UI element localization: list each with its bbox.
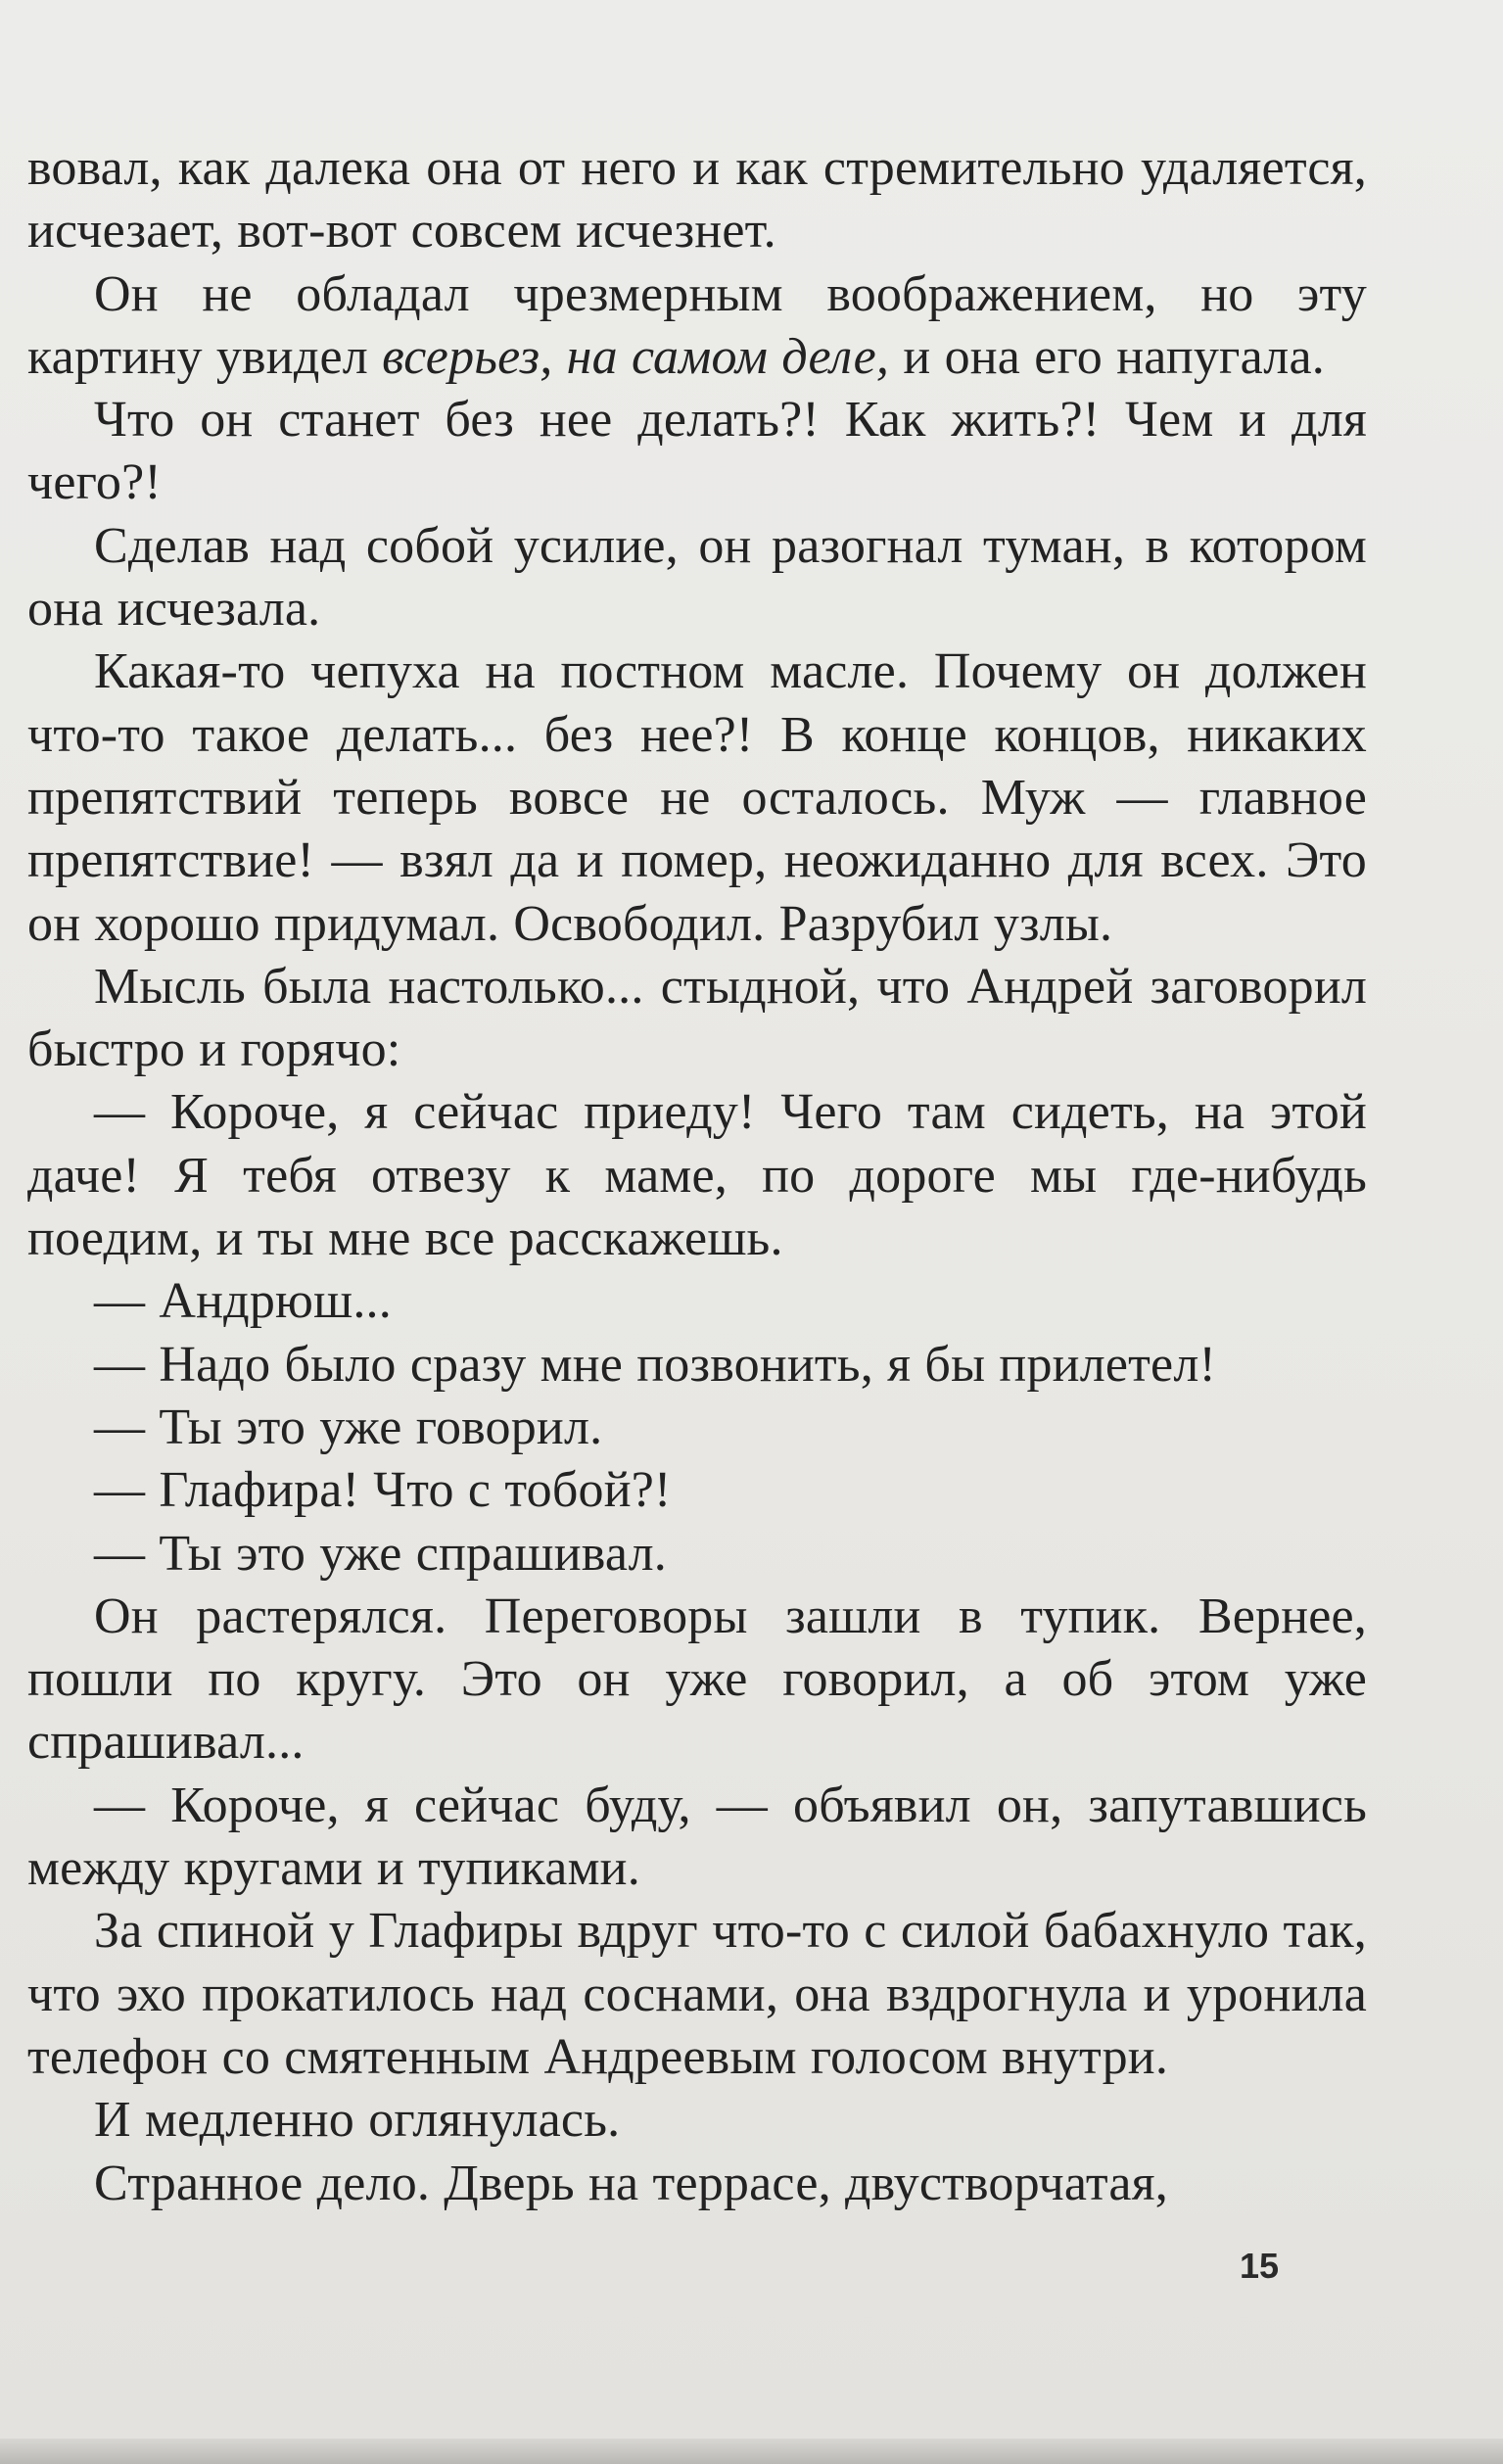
paragraph-text: Странное дело. Дверь на террасе, двустворчатая,: [94, 2155, 1168, 2211]
paragraph: [27, 263, 1367, 390]
page-edge-shadow: [0, 2439, 1503, 2464]
paragraph: [27, 137, 1367, 263]
paragraph-text: — Короче, я сейчас буду, — объявил он, запутавшись между кругами и тупиками.: [27, 1777, 1367, 1897]
paragraph-text: Сделав над собой усилие, он разогнал туман, в котором она исчезала.: [27, 517, 1367, 638]
italic-text: всерьез, на самом деле,: [382, 328, 890, 385]
paragraph: [27, 1081, 1367, 1270]
paragraph-text: и она его напугала.: [889, 328, 1325, 385]
paragraph-text: — Надо было сразу мне позвонить, я бы прилетел!: [94, 1336, 1216, 1393]
paragraph: [27, 1523, 1367, 1586]
paragraph-text: — Короче, я сейчас приеду! Чего там сидеть, на этой даче! Я тебя отвезу к маме, по дороге мы где-нибудь поедим, и ты мне все расскажешь.: [27, 1084, 1367, 1267]
paragraph: [27, 2153, 1367, 2215]
paragraph: [27, 640, 1367, 955]
paragraph: [27, 1586, 1367, 1775]
body-text: [27, 137, 1367, 2215]
paragraph-text: Он не обладал чрезмерным воображением, но эту картину увидел: [27, 265, 1367, 385]
paragraph-text: И медленно оглянулась.: [94, 2092, 621, 2149]
paragraph-text: вовал, как далека она от него и как стремительно удаляется, исчезает, вот-вот совсем исчезнет.: [27, 140, 1367, 260]
paragraph: [27, 1334, 1367, 1397]
paragraph: [27, 1775, 1367, 1901]
paragraph: [27, 2089, 1367, 2152]
paragraph: [27, 1459, 1367, 1522]
paragraph-text: — Глафира! Что с тобой?!: [94, 1462, 672, 1519]
paragraph-text: Мысль была настолько... стыдной, что Андрей заговорил быстро и горячо:: [27, 958, 1367, 1078]
paragraph-text: Что он станет без нее делать?! Как жить?! Чем и для чего?!: [27, 392, 1367, 511]
paragraph: [27, 1397, 1367, 1459]
paragraph: [27, 515, 1367, 641]
paragraph-text: Он растерялся. Переговоры зашли в тупик. Вернее, пошли по кругу. Это он уже говорил, а об этом уже спрашивал...: [27, 1587, 1367, 1771]
paragraph-text: — Ты это уже спрашивал.: [94, 1525, 667, 1582]
paragraph: [27, 389, 1367, 515]
paragraph-text: Какая-то чепуха на постном масле. Почему он должен что-то такое делать... без нее?! В конце концов, никаких препятствий теперь вовсе не осталось. Муж — главное препятствие! — взял да и помер, неожиданно для всех. Это он хорошо придумал. Освободил. Разрубил узлы.: [27, 643, 1367, 952]
paragraph-text: — Андрюш...: [94, 1273, 392, 1330]
paragraph-text: За спиной у Глафиры вдруг что-то с силой бабахнуло так, что эхо прокатилось над соснами, она вздрогнула и уронила телефон со смятенным Андреевым голосом внутри.: [27, 1903, 1367, 2085]
paragraph: [27, 1270, 1367, 1333]
paragraph: [27, 1900, 1367, 2089]
paragraph-text: — Ты это уже говорил.: [94, 1398, 603, 1455]
page-number: 15: [1240, 2246, 1280, 2286]
paragraph: [27, 956, 1367, 1082]
